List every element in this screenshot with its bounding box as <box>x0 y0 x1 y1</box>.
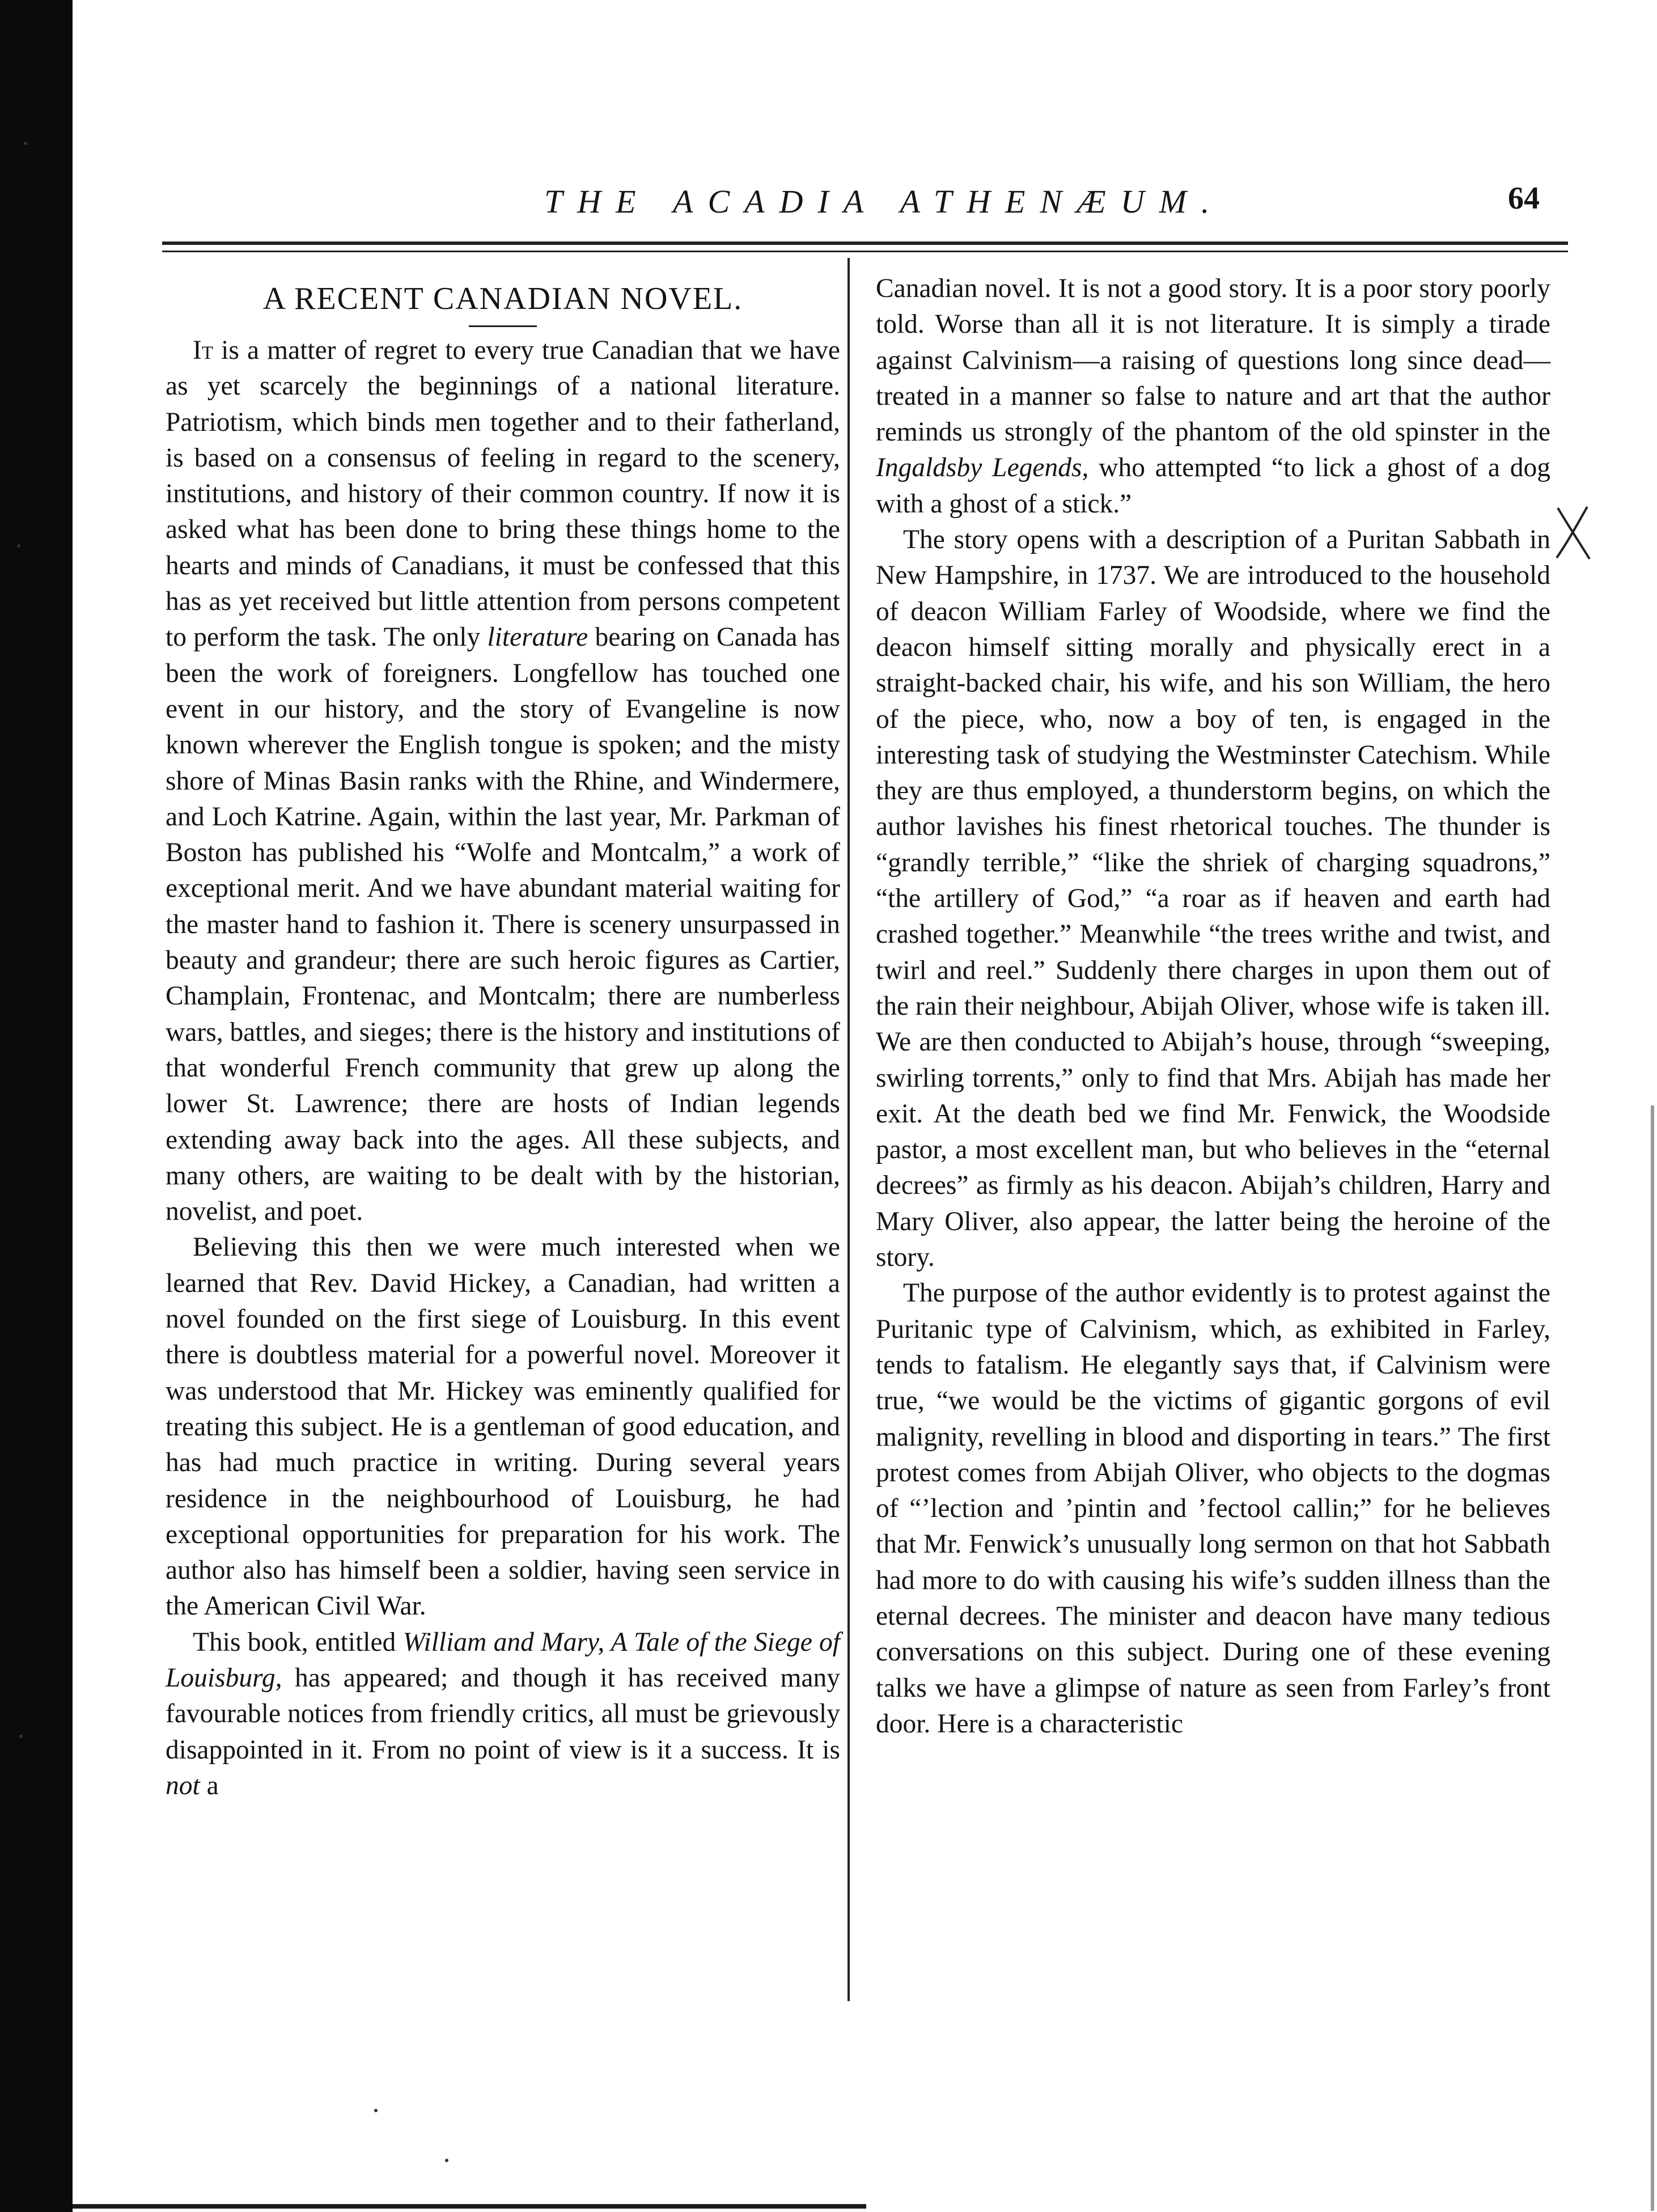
paragraph-3 <box>166 1625 840 1804</box>
scan-speck <box>17 544 20 548</box>
paragraph-4: The story opens with a description of a Puritan Sabbath in New Hampshire, in 1737. We are introduced to the household of deacon William Farley of Woodside, where we find the deacon himself sitting morally and physically erect in a straight-backed chair, his wife, and his son William, the hero of the piece, who, now a boy of ten, is engaged in the interesting task of studying the Westminster Catechism. While they are thus employed, a thunderstorm begins, on which the author lavishes his finest rhetorical touches. The thunder is “grandly terrible,” “like the shriek of charging squadrons,” “the artillery of God,” “a roar as if heaven and earth had crashed together.” Meanwhile “the trees writhe and twist, and twirl and reel.” Suddenly there charges in upon them out of the rain their neighbour, Abijah Oliver, whose wife is taken ill. We are then conducted to Abijah’s house, through “sweeping, swirling torrents,” only to find that Mrs. Abijah has made her exit. At the death bed we find Mr. Fenwick, the Woodside pastor, a most excellent man, but who believes in the “eternal decrees” as firmly as his deacon. Abijah’s children, Harry and Mary Oliver, also appear, the latter being the heroine of the story. <box>876 525 1551 1273</box>
paragraph-3-emphasis: not <box>166 1770 200 1800</box>
book-title: William and Mary, A Tale of the Siege of Louisburg, <box>166 1627 840 1693</box>
paragraph-1-text-b: bearing on Canada has been the work of foreigners. Longfellow has touched one event in our history, and the story of Evangeline is now known wherever the English tongue is spoken; and the misty shore of Minas Basin ranks with the Rhine, and Windermere, and Loch Katrine. Again, within the last year, Mr. Parkman of Boston has published his “Wolfe and Montcalm,” a work of exceptional merit. And we have abundant material waiting for the master hand to fashion it. There is scenery unsurpassed in beauty and grandeur; there are such heroic figures as Cartier, Champlain, Frontenac, and Montcalm; there are numberless wars, battles, and sieges; there is the history and institutions of that wonderful French community that grew up along the lower St. Lawrence; there are hosts of Indian legends extending away back into the ages. All these subjects, and many others, are waiting to be dealt with by the historian, novelist, and poet. <box>166 622 841 1227</box>
paragraph-1-text: is a matter of regret to every true Canadian that we have as yet scarcely the beginnings of a national literature. Patriotism, which binds men together and to their fatherland, is based on a consensus of feeling in regard to the scenery, institutions, and history of their common country. If now it is asked what has been done to bring these things home to the hearts and minds of Canadians, it must be confessed that this has as yet received but little attention from persons competent to perform the task. The only <box>166 336 840 652</box>
page-number: 64 <box>1508 181 1540 216</box>
paragraph-3-text-b: has appeared; and though it has received many favourable notices from friendly critics, all must be grievously disappointed in it. From no point of view is it a success. It is <box>166 1663 841 1765</box>
header-rule-thin <box>162 251 1568 252</box>
scan-speck <box>19 1735 23 1738</box>
scan-spine-shadow <box>0 0 73 2212</box>
article-title: A RECENT CANADIAN NOVEL. <box>262 281 743 316</box>
paragraph-continued <box>876 271 1550 522</box>
margin-x-mark <box>1553 505 1593 561</box>
legends-title: Ingaldsby Legends, <box>876 453 1089 483</box>
scan-speck <box>445 2159 448 2162</box>
paragraph-3-text: This book, entitled <box>193 1627 396 1657</box>
paragraph-3-text-c: a <box>206 1770 219 1800</box>
running-title: THE ACADIA ATHENÆUM. <box>544 183 1224 220</box>
scan-right-edge <box>1651 1105 1654 2211</box>
column-divider <box>847 258 850 2001</box>
drop-word: It <box>193 336 213 365</box>
paragraph-1-emphasis: literature <box>487 622 588 652</box>
scan-speck <box>374 2109 378 2112</box>
continued-text: Canadian novel. It is not a good story. It is a poor story poorly told. Worse than all it is not literature. It is simply a tirade against Calvinism—a raising of questions long since dead—treated in a manner so false to nature and art that the author reminds us strongly of the phantom of the old spinster in the <box>876 274 1550 447</box>
left-column <box>166 271 840 1804</box>
paragraph-1 <box>166 333 840 1230</box>
scan-bottom-edge <box>73 2204 866 2209</box>
right-column <box>876 271 1550 1742</box>
paragraph-5: The purpose of the author evidently is to protest against the Puritanic type of Calvinism, which, as exhibited in Farley, tends to fatalism. He elegantly says that, if Calvinism were true, “we would be the victims of gigantic gorgons of evil malignity, revelling in blood and disporting in tears.” The first protest comes from Abijah Oliver, who objects to the dogmas of “’lection and ’pintin and ’fectool callin;” for he believes that Mr. Fenwick’s unusually long sermon on that hot Sabbath had more to do with causing his wife’s sudden illness than the eternal decrees. The minister and deacon have many tedious conversations on this subject. During one of these evening talks we have a glimpse of nature as seen from Farley’s front door. Here is a characteristic <box>876 1278 1550 1739</box>
scan-speck <box>24 142 27 145</box>
title-rule <box>469 325 537 327</box>
header-rule-thick <box>162 241 1568 245</box>
continued-text-b: who attempted “to lick a ghost of a dog with a ghost of a stick.” <box>876 453 1551 519</box>
paragraph-2: Believing this then we were much interested when we learned that Rev. David Hickey, a Canadian, had written a novel founded on the first siege of Louisburg. In this event there is doubtless material for a powerful novel. Moreover it was understood that Mr. Hickey was eminently qualified for treating this subject. He is a gentleman of good education, and has had much practice in writing. During several years residence in the neighbourhood of Louisburg, he had exceptional opportunities for preparation for his work. The author also has himself been a soldier, having seen service in the American Civil War. <box>166 1232 840 1621</box>
